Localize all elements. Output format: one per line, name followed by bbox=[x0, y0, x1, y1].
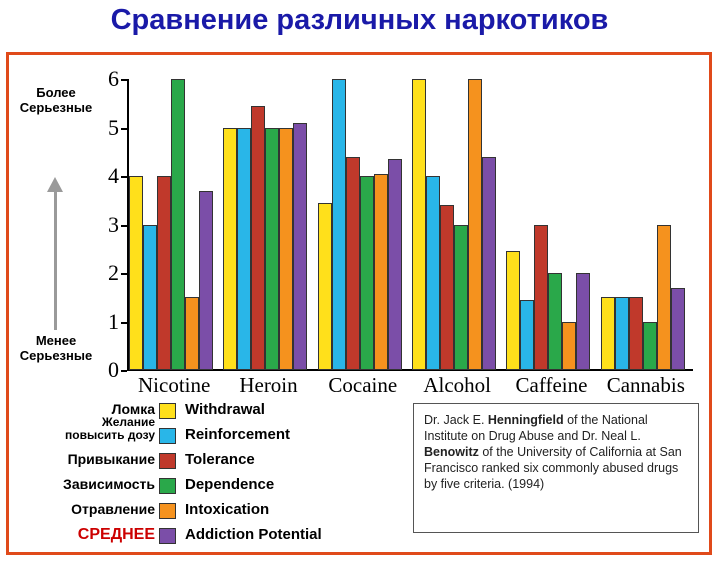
note-box: Dr. Jack E. Henningfield of the National Institute on Drug Abuse and Dr. Neal L. Benowitz of the University of California at San Francisco ranked six commonly abused drugs by five criteria. (1994) bbox=[413, 403, 699, 533]
legend-label-en: Tolerance bbox=[185, 451, 255, 468]
legend-swatch bbox=[159, 528, 176, 544]
y-tick-label: 0 bbox=[108, 357, 119, 382]
axis-top-label: Более Серьезные bbox=[19, 85, 93, 115]
bar bbox=[520, 300, 534, 370]
legend-swatch bbox=[159, 453, 176, 469]
legend-label-en: Withdrawal bbox=[185, 401, 265, 418]
bar-group bbox=[504, 79, 598, 370]
bar bbox=[129, 176, 143, 370]
y-tick-label: 4 bbox=[108, 163, 119, 188]
legend-swatch bbox=[159, 428, 176, 444]
bar bbox=[601, 297, 615, 370]
legend-row bbox=[27, 499, 407, 524]
legend-row bbox=[27, 449, 407, 474]
legend-label-ru: Желание повысить дозу bbox=[65, 415, 155, 442]
legend-label-ru: СРЕДНЕЕ bbox=[77, 526, 155, 543]
legend-label-ru: Отравление bbox=[71, 501, 155, 517]
bar bbox=[454, 225, 468, 371]
y-tick-label: 3 bbox=[108, 211, 119, 237]
bar-group bbox=[410, 79, 504, 370]
bar-group bbox=[599, 79, 693, 370]
bar-group bbox=[316, 79, 410, 370]
bar bbox=[199, 191, 213, 370]
x-tick-label: Alcohol bbox=[423, 373, 491, 397]
chart-frame bbox=[6, 52, 712, 555]
bar bbox=[643, 322, 657, 371]
bar bbox=[265, 128, 279, 371]
legend-row bbox=[27, 415, 407, 449]
bar bbox=[615, 297, 629, 370]
legend-label-en: Reinforcement bbox=[185, 426, 291, 443]
bar bbox=[346, 157, 360, 370]
legend-label-ru: Зависимость bbox=[63, 476, 155, 492]
bar bbox=[251, 106, 265, 370]
bar bbox=[223, 128, 237, 371]
page-title: Сравнение различных наркотиков bbox=[110, 4, 609, 36]
bar-group bbox=[221, 79, 315, 370]
legend-swatch bbox=[159, 403, 176, 419]
chart-legend bbox=[27, 399, 407, 549]
y-tick-label: 2 bbox=[108, 260, 119, 285]
up-arrow-shaft bbox=[54, 190, 57, 330]
axis-bottom-label: Менее Серьезные bbox=[19, 333, 93, 363]
bar bbox=[332, 79, 346, 370]
bar bbox=[318, 203, 332, 370]
bar-group bbox=[127, 79, 221, 370]
y-tick-mark bbox=[121, 370, 127, 372]
x-tick-label: Heroin bbox=[239, 373, 298, 397]
bar bbox=[293, 123, 307, 370]
legend-label-ru: Ломка bbox=[111, 401, 155, 417]
legend-label-en: Addiction Potential bbox=[185, 526, 322, 543]
plot-area bbox=[9, 55, 715, 397]
legend-row bbox=[27, 524, 407, 549]
bar bbox=[657, 225, 671, 371]
bar bbox=[157, 176, 171, 370]
legend-label-en: Dependence bbox=[185, 476, 275, 493]
bar bbox=[143, 225, 157, 371]
y-tick-label: 1 bbox=[108, 308, 119, 334]
bar bbox=[506, 251, 520, 370]
x-tick-label: Caffeine bbox=[515, 373, 588, 397]
bar bbox=[534, 225, 548, 371]
bar bbox=[562, 322, 576, 371]
bar bbox=[548, 273, 562, 370]
legend-label-en: Intoxication bbox=[185, 501, 270, 518]
legend-row bbox=[27, 474, 407, 499]
legend-swatch bbox=[159, 503, 176, 519]
bar bbox=[426, 176, 440, 370]
bar bbox=[482, 157, 496, 370]
bar bbox=[388, 159, 402, 370]
bar bbox=[279, 128, 293, 371]
bar bbox=[171, 79, 185, 370]
bar bbox=[360, 176, 374, 370]
legend-swatch bbox=[159, 478, 176, 494]
legend-label-ru: Привыкание bbox=[67, 451, 155, 467]
bar bbox=[185, 297, 199, 370]
x-tick-label: Nicotine bbox=[138, 373, 211, 397]
bar bbox=[412, 79, 426, 370]
bar bbox=[468, 79, 482, 370]
bar bbox=[440, 205, 454, 370]
bar bbox=[671, 288, 685, 370]
bar-groups bbox=[127, 79, 693, 370]
x-tick-label: Cocaine bbox=[328, 373, 398, 397]
bar bbox=[237, 128, 251, 371]
y-tick-label: 5 bbox=[108, 114, 119, 140]
x-tick-label: Cannabis bbox=[606, 373, 685, 397]
bar bbox=[629, 297, 643, 370]
bar bbox=[374, 174, 388, 370]
y-tick-label: 6 bbox=[108, 66, 119, 91]
bar bbox=[576, 273, 590, 370]
